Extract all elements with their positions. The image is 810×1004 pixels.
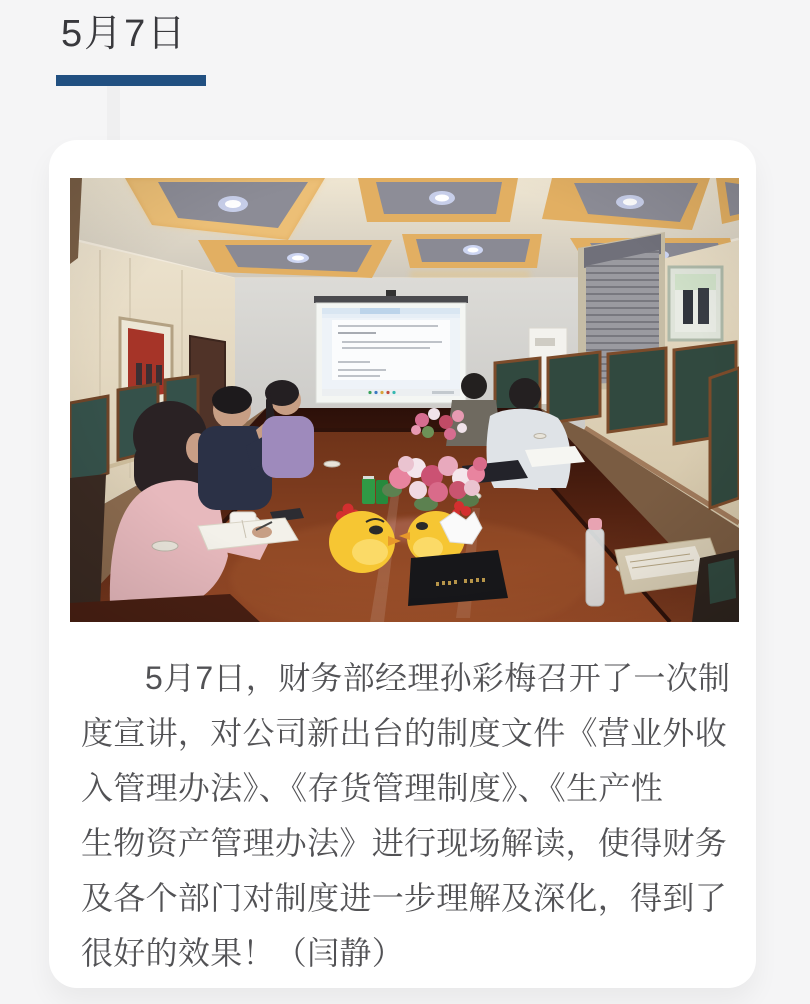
article-line: 及各个部门对制度进一步理解及深化，得到了 <box>81 880 728 916</box>
article-line: 生物资产管理办法》进行现场解读，使得财务 <box>81 825 728 861</box>
article-line: 很好的效果！（闫静） <box>81 935 405 971</box>
article-line: 度宣讲，对公司新出台的制度文件《营业外收 <box>81 715 728 751</box>
article-paragraph <box>81 651 731 981</box>
meeting-room-photo-illustration <box>70 178 739 622</box>
article-card <box>49 140 756 988</box>
timeline-connector <box>107 86 120 144</box>
meeting-photo[interactable] <box>70 178 739 622</box>
title-underline-bar <box>56 75 206 86</box>
article-line: 5月7日，财务部经理孙彩梅召开了一次制 <box>145 660 731 696</box>
date-title: 5月7日 <box>61 13 188 55</box>
article-line: 入管理办法》、《存货管理制度》、《生产性 <box>81 770 664 806</box>
